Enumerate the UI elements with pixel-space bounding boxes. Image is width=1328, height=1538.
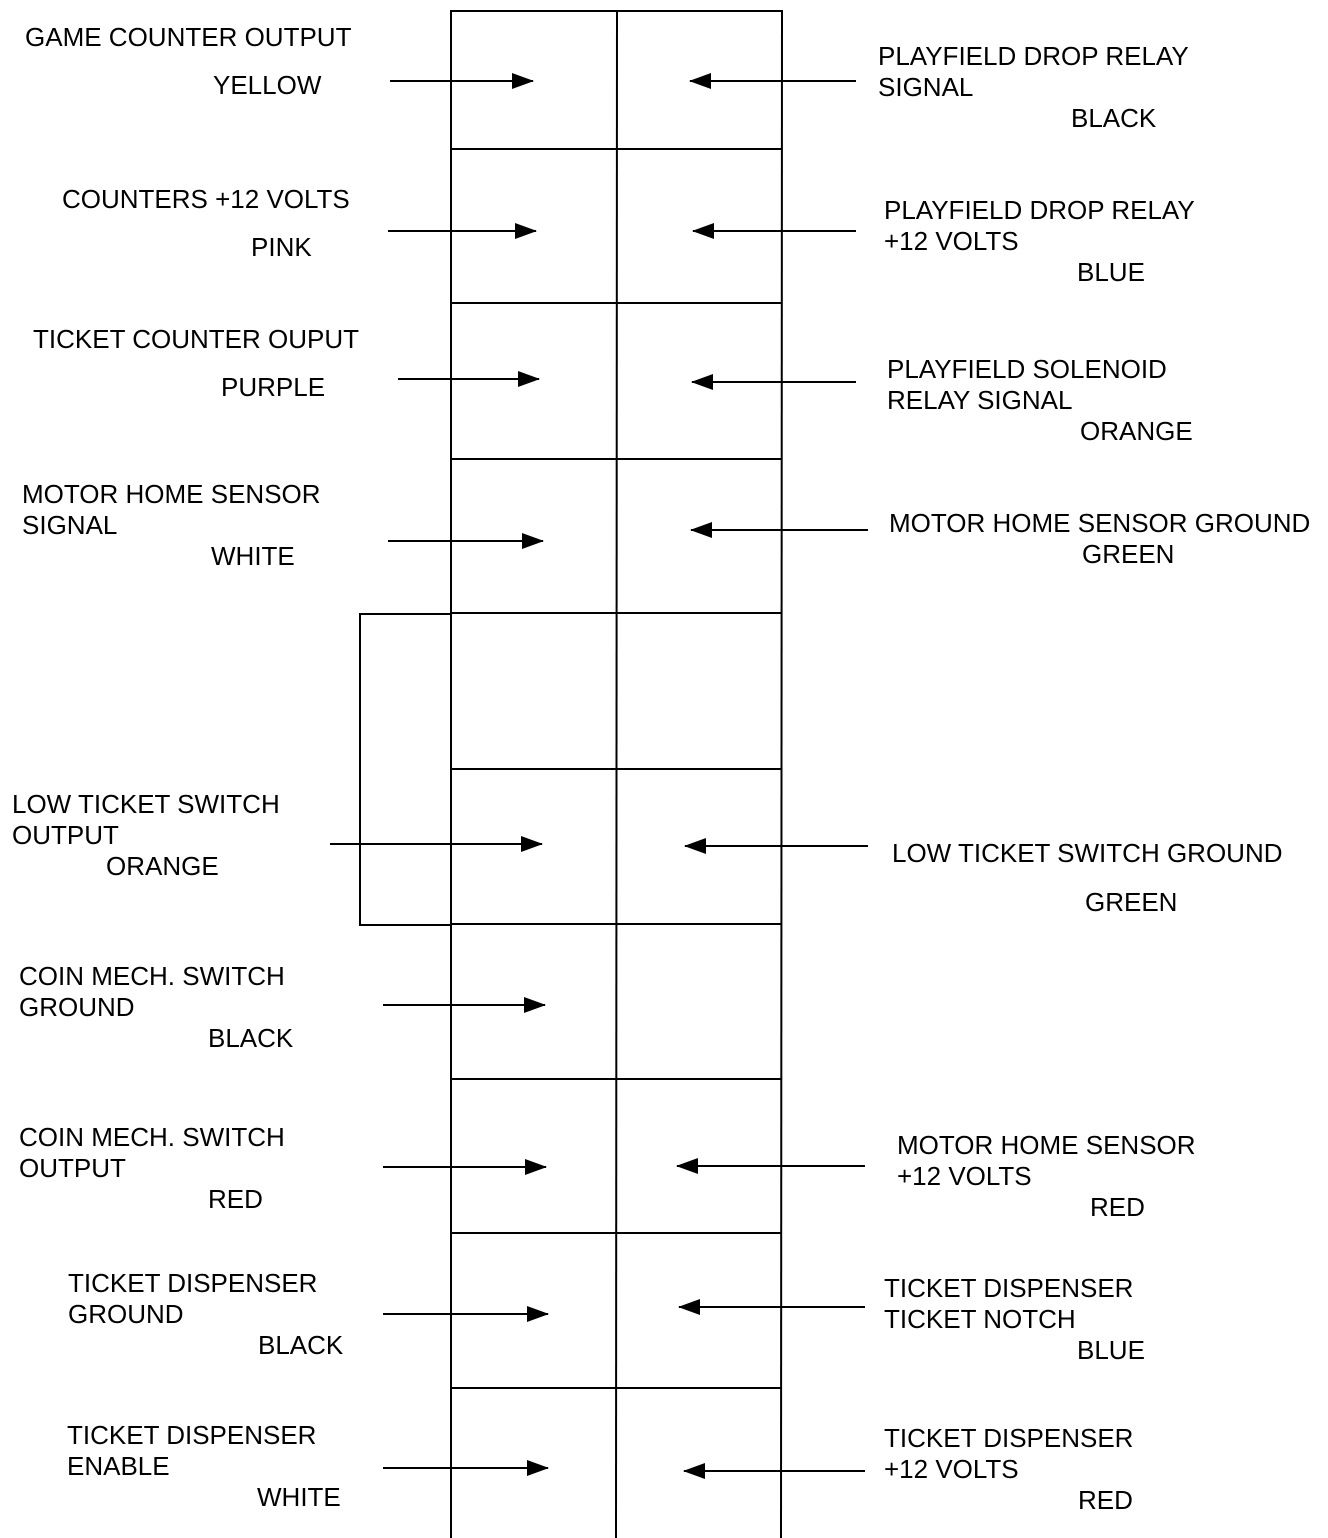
wire-color: WHITE xyxy=(257,1482,341,1512)
label-ticket-dispenser-ground: TICKET DISPENSER GROUND BLACK xyxy=(68,1268,344,1360)
wire-color: BLACK xyxy=(258,1330,344,1360)
wire-color: BLUE xyxy=(1077,1335,1145,1365)
wire-color: PINK xyxy=(251,232,312,262)
label-playfield-solenoid-relay-signal: PLAYFIELD SOLENOID RELAY SIGNAL ORANGE xyxy=(887,354,1193,446)
wire-color: GREEN xyxy=(1085,887,1178,917)
label-motor-home-sensor-ground: MOTOR HOME SENSOR GROUND GREEN xyxy=(889,508,1311,569)
label-low-ticket-switch-ground: LOW TICKET SWITCH GROUND GREEN xyxy=(892,838,1283,917)
wire-color: WHITE xyxy=(211,541,295,571)
wire-color: ORANGE xyxy=(106,851,219,881)
wire-color: BLACK xyxy=(208,1023,294,1053)
connector-middle-divider xyxy=(616,10,617,1538)
label-ticket-dispenser-enable: TICKET DISPENSER ENABLE WHITE xyxy=(67,1420,341,1512)
label-counters-12v: COUNTERS +12 VOLTS PINK xyxy=(62,184,350,262)
label-ticket-counter-output: TICKET COUNTER OUPUT PURPLE xyxy=(33,324,359,402)
label-game-counter-output: GAME COUNTER OUTPUT YELLOW xyxy=(25,22,352,100)
connector-right-edge xyxy=(781,10,782,1538)
label-playfield-drop-relay-signal: PLAYFIELD DROP RELAY SIGNAL BLACK xyxy=(878,41,1189,133)
label-motor-home-sensor-signal: MOTOR HOME SENSOR SIGNAL WHITE xyxy=(22,479,321,571)
wire-color: RED xyxy=(1090,1192,1145,1222)
label-low-ticket-switch-output: LOW TICKET SWITCH OUTPUT ORANGE xyxy=(12,789,280,881)
label-coin-mech-switch-ground: COIN MECH. SWITCH GROUND BLACK xyxy=(19,961,294,1053)
label-coin-mech-switch-output: COIN MECH. SWITCH OUTPUT RED xyxy=(19,1122,285,1214)
wire-color: BLUE xyxy=(1077,257,1145,287)
wire-color: GREEN xyxy=(1082,539,1175,569)
wire-color: RED xyxy=(1078,1485,1133,1515)
label-ticket-dispenser-ticket-notch: TICKET DISPENSER TICKET NOTCH BLUE xyxy=(884,1273,1145,1365)
wire-color: BLACK xyxy=(1071,103,1157,133)
wire-color: RED xyxy=(208,1184,263,1214)
wire-color: ORANGE xyxy=(1080,416,1193,446)
jumper-bracket xyxy=(360,614,451,925)
label-playfield-drop-relay-12v: PLAYFIELD DROP RELAY +12 VOLTS BLUE xyxy=(884,195,1195,287)
wire-color: PURPLE xyxy=(221,372,326,402)
label-ticket-dispenser-12v: TICKET DISPENSER +12 VOLTS RED xyxy=(884,1423,1134,1515)
label-motor-home-sensor-12v: MOTOR HOME SENSOR +12 VOLTS RED xyxy=(897,1130,1196,1222)
wire-color: YELLOW xyxy=(213,70,322,100)
